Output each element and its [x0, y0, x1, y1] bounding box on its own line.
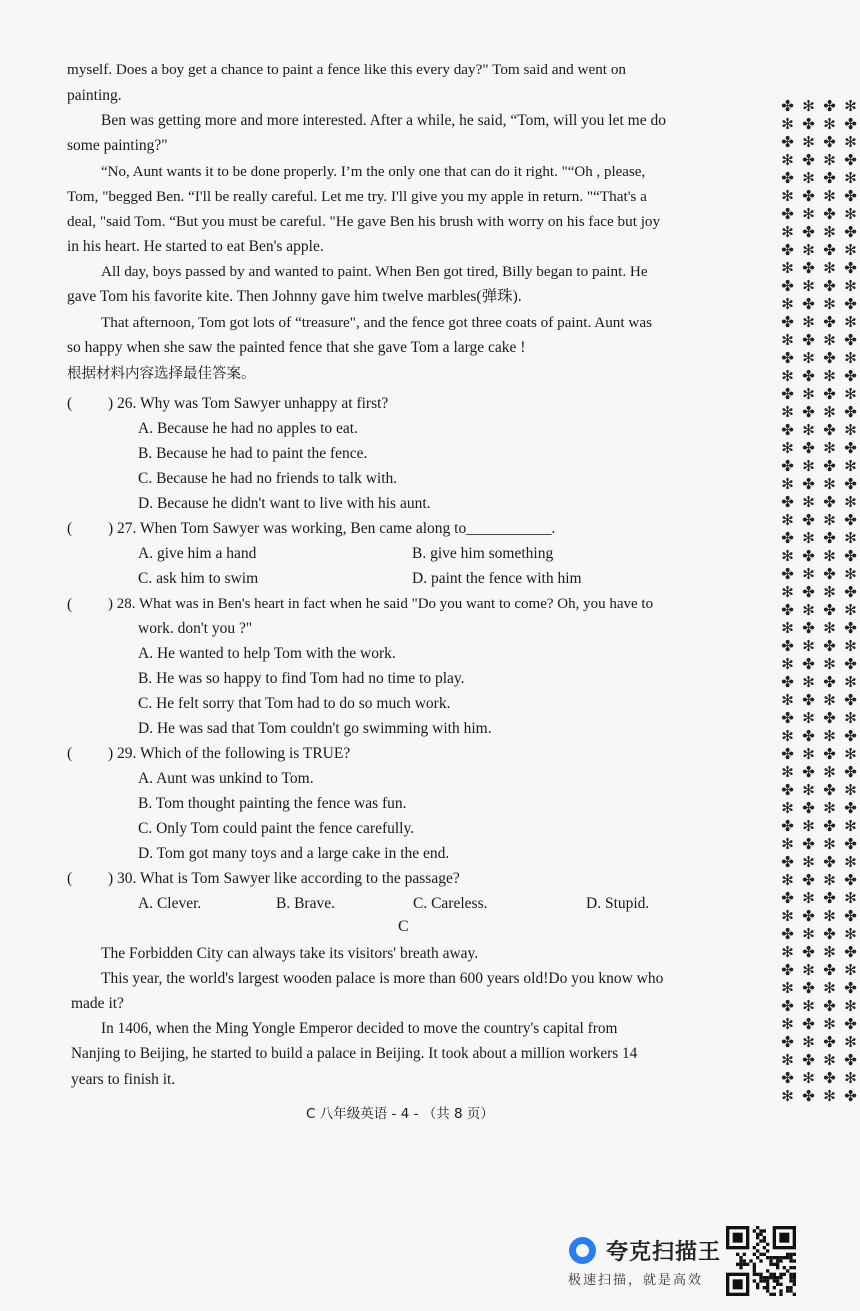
- ornament-glyph: ✻: [844, 529, 857, 547]
- brand-slogan: 极速扫描，就是高效: [568, 1273, 704, 1288]
- option: C. ask him to swim: [138, 570, 259, 587]
- ornament-glyph: ✻: [781, 511, 794, 529]
- ornament-glyph: ✤: [781, 529, 794, 547]
- ornament-glyph: ✤: [844, 907, 857, 925]
- option: C. Only Tom could paint the fence carefully.: [138, 820, 415, 837]
- answer-paren: (: [67, 395, 73, 412]
- ornament-glyph: ✻: [844, 997, 857, 1015]
- ornament-glyph: ✤: [844, 367, 857, 385]
- passage-line: in his heart. He started to eat Ben's apple.: [67, 238, 324, 255]
- ornament-glyph: ✤: [844, 295, 857, 313]
- ornament-glyph: ✤: [823, 241, 836, 259]
- ornament-glyph: ✤: [802, 403, 815, 421]
- passage-line: Tom, "begged Ben. “I'll be really careful. Let me try. I'll give you my apple in return. "“That's a: [67, 188, 647, 205]
- option: A. He wanted to help Tom with the work.: [138, 645, 396, 662]
- question-29: ) 29. Which of the following is TRUE?: [108, 745, 351, 762]
- ornament-glyph: ✻: [823, 331, 836, 349]
- ornament-glyph: ✤: [844, 439, 857, 457]
- ornament-glyph: ✻: [781, 835, 794, 853]
- ornament-glyph: ✻: [844, 1069, 857, 1087]
- ornament-glyph: ✻: [781, 907, 794, 925]
- passage-line: Nanjing to Beijing, he started to build a palace in Beijing. It took about a million workers 14: [71, 1045, 638, 1062]
- option: A. Because he had no apples to eat.: [138, 420, 358, 437]
- ornament-glyph: ✤: [844, 835, 857, 853]
- ornament-glyph: ✻: [844, 637, 857, 655]
- ornament-glyph: ✻: [844, 205, 857, 223]
- ornament-glyph: ✻: [823, 403, 836, 421]
- ornament-glyph: ✻: [802, 493, 815, 511]
- ornament-glyph: ✻: [781, 799, 794, 817]
- ornament-glyph: ✻: [844, 97, 857, 115]
- ornament-glyph: ✤: [823, 781, 836, 799]
- ornament-glyph: ✤: [844, 871, 857, 889]
- ornament-glyph: ✻: [781, 187, 794, 205]
- ornament-glyph: ✤: [823, 277, 836, 295]
- ornament-glyph: ✻: [802, 385, 815, 403]
- ornament-glyph: ✻: [802, 97, 815, 115]
- ornament-glyph: ✻: [844, 1033, 857, 1051]
- ornament-glyph: ✻: [823, 1087, 836, 1105]
- ornament-glyph: ✤: [781, 1033, 794, 1051]
- option: D. He was sad that Tom couldn't go swimming with him.: [138, 720, 492, 737]
- option: B. Tom thought painting the fence was fun.: [138, 795, 407, 812]
- ornament-glyph: ✤: [781, 241, 794, 259]
- ornament-glyph: ✻: [844, 709, 857, 727]
- ornament-glyph: ✤: [823, 1069, 836, 1087]
- ornament-glyph: ✻: [844, 673, 857, 691]
- ornament-glyph: ✤: [781, 817, 794, 835]
- ornament-glyph: ✤: [802, 619, 815, 637]
- ornament-glyph: ✻: [844, 565, 857, 583]
- ornament-glyph: ✻: [823, 547, 836, 565]
- brand-logo-icon: [569, 1237, 596, 1264]
- option: B. Because he had to paint the fence.: [138, 445, 368, 462]
- ornament-glyph: ✤: [823, 817, 836, 835]
- option: B. Brave.: [276, 895, 335, 912]
- ornament-glyph: ✤: [844, 223, 857, 241]
- ornament-glyph: ✤: [781, 853, 794, 871]
- ornament-glyph: ✤: [844, 655, 857, 673]
- ornament-glyph: ✻: [802, 241, 815, 259]
- option: A. Aunt was unkind to Tom.: [138, 770, 314, 787]
- passage-line: The Forbidden City can always take its visitors' breath away.: [101, 945, 479, 962]
- ornament-glyph: ✻: [823, 1051, 836, 1069]
- ornament-glyph: ✤: [823, 1033, 836, 1051]
- ornament-glyph: ✻: [802, 313, 815, 331]
- ornament-glyph: ✤: [802, 943, 815, 961]
- ornament-glyph: ✤: [844, 151, 857, 169]
- ornament-glyph: ✻: [802, 529, 815, 547]
- ornament-glyph: ✻: [781, 475, 794, 493]
- ornament-glyph: ✤: [823, 601, 836, 619]
- ornament-glyph: ✤: [823, 313, 836, 331]
- option: B. give him something: [412, 545, 554, 562]
- option: A. give him a hand: [138, 545, 257, 562]
- ornament-glyph: ✤: [802, 763, 815, 781]
- ornament-glyph: ✤: [781, 565, 794, 583]
- ornament-glyph: ✻: [781, 619, 794, 637]
- ornament-glyph: ✤: [844, 547, 857, 565]
- ornament-glyph: ✤: [802, 295, 815, 313]
- answer-paren: (: [67, 870, 73, 887]
- option: C. He felt sorry that Tom had to do so much work.: [138, 695, 451, 712]
- ornament-glyph: ✤: [844, 979, 857, 997]
- ornament-glyph: ✻: [781, 979, 794, 997]
- passage-line: “No, Aunt wants it to be done properly. I’m the only one that can do it right. "“Oh , please,: [101, 164, 646, 180]
- ornament-glyph: ✻: [844, 169, 857, 187]
- ornament-glyph: ✻: [802, 997, 815, 1015]
- ornament-glyph: ✻: [844, 133, 857, 151]
- ornament-glyph: ✤: [802, 979, 815, 997]
- ornament-glyph: ✻: [823, 727, 836, 745]
- option: C. Careless.: [413, 895, 488, 912]
- ornament-glyph: ✤: [844, 187, 857, 205]
- ornament-glyph: ✤: [844, 115, 857, 133]
- ornament-glyph: ✤: [823, 925, 836, 943]
- ornament-glyph: ✻: [802, 1033, 815, 1051]
- ornament-glyph: ✻: [823, 115, 836, 133]
- ornament-glyph: ✤: [844, 691, 857, 709]
- ornament-glyph: ✻: [802, 889, 815, 907]
- passage-line: painting.: [67, 87, 122, 104]
- passage-line: some painting?": [67, 137, 168, 154]
- ornament-glyph: ✤: [781, 637, 794, 655]
- ornament-glyph: ✤: [802, 1087, 815, 1105]
- ornament-glyph: ✻: [823, 799, 836, 817]
- answer-paren: (: [67, 745, 73, 762]
- passage-line: Ben was getting more and more interested. After a while, he said, “Tom, will you let me do: [101, 112, 666, 129]
- ornament-glyph: ✤: [802, 799, 815, 817]
- ornament-glyph: ✻: [781, 115, 794, 133]
- ornament-glyph: ✤: [781, 205, 794, 223]
- ornament-glyph: ✻: [823, 871, 836, 889]
- instruction: 根据材料内容选择最佳答案。: [67, 366, 256, 382]
- ornament-glyph: ✤: [802, 871, 815, 889]
- scanner-watermark: [566, 1231, 726, 1291]
- ornament-glyph: ✤: [781, 781, 794, 799]
- ornament-glyph: ✤: [844, 763, 857, 781]
- ornament-glyph: ✤: [844, 799, 857, 817]
- ornament-glyph: ✻: [823, 259, 836, 277]
- passage-line: so happy when she saw the painted fence that she gave Tom a large cake !: [67, 339, 526, 356]
- ornament-glyph: ✤: [781, 133, 794, 151]
- ornament-glyph: ✤: [802, 331, 815, 349]
- ornament-glyph: ✻: [823, 979, 836, 997]
- ornament-glyph: ✤: [802, 907, 815, 925]
- ornament-glyph: ✻: [781, 763, 794, 781]
- qr-code-icon: [726, 1226, 796, 1296]
- ornament-glyph: ✻: [823, 619, 836, 637]
- passage-line: This year, the world's largest wooden palace is more than 600 years old!Do you know who: [101, 970, 664, 987]
- ornament-glyph: ✻: [823, 475, 836, 493]
- ornament-glyph: ✻: [823, 655, 836, 673]
- ornament-glyph: ✤: [802, 691, 815, 709]
- ornament-glyph: ✤: [781, 961, 794, 979]
- question-28: ) 28. What was in Ben's heart in fact when he said "Do you want to come? Oh, you have to: [108, 596, 654, 612]
- ornament-glyph: ✻: [823, 439, 836, 457]
- ornament-glyph: ✻: [781, 655, 794, 673]
- ornament-glyph: ✤: [844, 475, 857, 493]
- ornament-glyph: ✤: [781, 493, 794, 511]
- ornament-glyph: ✤: [781, 457, 794, 475]
- ornament-glyph: ✻: [823, 367, 836, 385]
- ornament-glyph: ✻: [781, 151, 794, 169]
- ornament-glyph: ✤: [802, 259, 815, 277]
- ornament-glyph: ✤: [844, 1015, 857, 1033]
- ornament-glyph: ✤: [781, 709, 794, 727]
- ornament-glyph: ✤: [844, 583, 857, 601]
- ornament-glyph: ✻: [802, 853, 815, 871]
- ornament-glyph: ✻: [844, 349, 857, 367]
- ornament-glyph: ✻: [802, 781, 815, 799]
- ornament-glyph: ✻: [823, 511, 836, 529]
- passage-line: myself. Does a boy get a chance to paint a fence like this every day?" Tom said and went on: [67, 61, 627, 78]
- ornament-glyph: ✻: [844, 745, 857, 763]
- ornament-glyph: ✻: [781, 547, 794, 565]
- answer-paren: (: [67, 596, 73, 613]
- question-27: ) 27. When Tom Sawyer was working, Ben came along to___________.: [108, 520, 556, 537]
- ornament-glyph: ✻: [823, 943, 836, 961]
- ornament-glyph: ✤: [823, 457, 836, 475]
- ornament-glyph: ✤: [844, 1051, 857, 1069]
- option: C. Because he had no friends to talk with.: [138, 470, 398, 487]
- ornament-glyph: ✻: [802, 205, 815, 223]
- ornament-glyph: ✻: [802, 637, 815, 655]
- ornament-glyph: ✻: [844, 853, 857, 871]
- ornament-glyph: ✤: [781, 97, 794, 115]
- ornament-glyph: ✻: [844, 817, 857, 835]
- ornament-glyph: ✻: [802, 565, 815, 583]
- ornament-glyph: ✻: [802, 169, 815, 187]
- ornament-glyph: ✤: [802, 511, 815, 529]
- ornament-glyph: ✻: [802, 457, 815, 475]
- ornament-glyph: ✤: [802, 151, 815, 169]
- ornament-glyph: ✤: [802, 115, 815, 133]
- option: D. Because he didn't want to live with his aunt.: [138, 495, 431, 512]
- ornament-glyph: ✤: [823, 745, 836, 763]
- ornament-glyph: ✤: [823, 709, 836, 727]
- ornament-glyph: ✻: [781, 295, 794, 313]
- ornament-glyph: ✻: [823, 151, 836, 169]
- ornament-glyph: ✻: [802, 277, 815, 295]
- ornament-glyph: ✤: [823, 889, 836, 907]
- ornament-glyph: ✻: [802, 601, 815, 619]
- ornament-glyph: ✤: [802, 475, 815, 493]
- ornament-glyph: ✻: [823, 187, 836, 205]
- ornament-glyph: ✤: [802, 439, 815, 457]
- ornament-glyph: ✻: [844, 421, 857, 439]
- passage-line: deal, "said Tom. “But you must be careful. "He gave Ben his brush with worry on his face but joy: [67, 213, 661, 230]
- ornament-glyph: ✻: [802, 1069, 815, 1087]
- ornament-glyph: ✤: [844, 259, 857, 277]
- ornament-glyph: ✤: [802, 835, 815, 853]
- ornament-glyph: ✻: [844, 925, 857, 943]
- ornament-glyph: ✤: [781, 277, 794, 295]
- ornament-glyph: ✻: [823, 223, 836, 241]
- passage-line: gave Tom his favorite kite. Then Johnny gave him twelve marbles(弹珠).: [67, 288, 522, 305]
- ornament-glyph: ✻: [781, 1087, 794, 1105]
- ornament-glyph: ✻: [844, 889, 857, 907]
- ornament-glyph: ✻: [781, 943, 794, 961]
- ornament-glyph: ✻: [781, 1015, 794, 1033]
- ornament-glyph: ✤: [823, 421, 836, 439]
- ornament-glyph: ✤: [823, 349, 836, 367]
- ornament-glyph: ✤: [802, 583, 815, 601]
- ornament-glyph: ✤: [781, 349, 794, 367]
- ornament-glyph: ✻: [781, 439, 794, 457]
- ornament-glyph: ✻: [781, 871, 794, 889]
- ornament-glyph: ✤: [781, 385, 794, 403]
- ornament-glyph: ✤: [781, 889, 794, 907]
- ornament-glyph: ✻: [844, 385, 857, 403]
- ornament-glyph: ✤: [844, 619, 857, 637]
- ornament-glyph: ✻: [844, 493, 857, 511]
- ornament-glyph: ✻: [781, 583, 794, 601]
- ornament-glyph: ✻: [823, 583, 836, 601]
- ornament-glyph: ✤: [781, 925, 794, 943]
- ornament-glyph: ✻: [781, 691, 794, 709]
- ornament-glyph: ✤: [823, 493, 836, 511]
- ornament-glyph: ✤: [844, 511, 857, 529]
- ornament-glyph: ✻: [802, 925, 815, 943]
- ornament-glyph: ✤: [802, 727, 815, 745]
- ornament-glyph: ✤: [781, 745, 794, 763]
- ornament-glyph: ✻: [781, 403, 794, 421]
- question-26: ) 26. Why was Tom Sawyer unhappy at first?: [108, 395, 389, 412]
- option: A. Clever.: [138, 895, 202, 912]
- ornament-glyph: ✻: [781, 727, 794, 745]
- ornament-glyph: ✤: [781, 673, 794, 691]
- ornament-glyph: ✤: [844, 403, 857, 421]
- ornament-glyph: ✤: [781, 313, 794, 331]
- passage-line: years to finish it.: [71, 1071, 176, 1088]
- ornament-glyph: ✻: [844, 601, 857, 619]
- ornament-glyph: ✻: [823, 907, 836, 925]
- ornament-glyph: ✤: [844, 331, 857, 349]
- ornament-glyph: ✤: [823, 133, 836, 151]
- ornament-glyph: ✻: [823, 835, 836, 853]
- ornament-glyph: ✤: [823, 529, 836, 547]
- ornament-glyph: ✻: [781, 1051, 794, 1069]
- ornament-glyph: ✻: [844, 961, 857, 979]
- ornament-glyph: ✻: [844, 457, 857, 475]
- ornament-glyph: ✤: [802, 223, 815, 241]
- ornament-glyph: ✤: [802, 547, 815, 565]
- ornament-glyph: ✻: [823, 1015, 836, 1033]
- ornament-glyph: ✻: [823, 295, 836, 313]
- brand-name: 夸克扫描王: [606, 1240, 722, 1265]
- ornament-glyph: ✤: [823, 673, 836, 691]
- ornament-glyph: ✤: [781, 421, 794, 439]
- option: D. Stupid.: [586, 895, 650, 912]
- passage-line: All day, boys passed by and wanted to paint. When Ben got tired, Billy began to paint. He: [101, 263, 648, 280]
- option: B. He was so happy to find Tom had no time to play.: [138, 670, 465, 687]
- ornament-glyph: ✤: [823, 637, 836, 655]
- ornament-glyph: ✤: [802, 655, 815, 673]
- ornament-glyph: ✻: [844, 277, 857, 295]
- ornament-glyph: ✻: [844, 313, 857, 331]
- question-28-cont: work. don't you ?": [138, 620, 253, 637]
- ornament-glyph: ✤: [823, 961, 836, 979]
- ornament-glyph: ✻: [781, 367, 794, 385]
- ornament-glyph: ✤: [802, 367, 815, 385]
- ornament-glyph: ✻: [802, 349, 815, 367]
- ornament-glyph: ✻: [823, 691, 836, 709]
- question-30: ) 30. What is Tom Sawyer like according to the passage?: [108, 870, 460, 887]
- ornament-glyph: ✤: [781, 601, 794, 619]
- ornament-glyph: ✻: [802, 421, 815, 439]
- ornament-glyph: ✤: [844, 943, 857, 961]
- answer-paren: (: [67, 520, 73, 537]
- option: D. Tom got many toys and a large cake in the end.: [138, 845, 450, 862]
- ornament-glyph: ✻: [844, 781, 857, 799]
- ornament-glyph: ✻: [823, 763, 836, 781]
- ornament-glyph: ✤: [844, 1087, 857, 1105]
- ornament-glyph: ✻: [781, 259, 794, 277]
- ornament-glyph: ✤: [802, 1051, 815, 1069]
- section-heading: C: [398, 918, 409, 935]
- ornament-glyph: ✻: [802, 709, 815, 727]
- ornament-glyph: ✤: [823, 385, 836, 403]
- passage-line: made it?: [71, 995, 124, 1012]
- ornament-glyph: ✻: [844, 241, 857, 259]
- decorative-border: [777, 97, 860, 1107]
- ornament-glyph: ✤: [823, 853, 836, 871]
- ornament-glyph: ✻: [802, 673, 815, 691]
- page-footer: C 八年级英语 - 4 - （共 8 页）: [306, 1106, 494, 1122]
- ornament-glyph: ✤: [823, 205, 836, 223]
- passage-line: That afternoon, Tom got lots of “treasure", and the fence got three coats of paint. Aunt was: [101, 314, 653, 331]
- ornament-glyph: ✻: [802, 745, 815, 763]
- ornament-glyph: ✤: [823, 997, 836, 1015]
- ornament-glyph: ✤: [781, 1069, 794, 1087]
- ornament-glyph: ✤: [802, 187, 815, 205]
- ornament-glyph: ✤: [823, 565, 836, 583]
- ornament-glyph: ✤: [802, 1015, 815, 1033]
- option: D. paint the fence with him: [412, 570, 582, 587]
- ornament-glyph: ✤: [844, 727, 857, 745]
- ornament-glyph: ✤: [823, 169, 836, 187]
- ornament-glyph: ✻: [781, 331, 794, 349]
- ornament-glyph: ✻: [802, 133, 815, 151]
- passage-line: In 1406, when the Ming Yongle Emperor decided to move the country's capital from: [101, 1020, 618, 1037]
- ornament-glyph: ✻: [802, 817, 815, 835]
- ornament-glyph: ✻: [802, 961, 815, 979]
- ornament-glyph: ✤: [781, 169, 794, 187]
- ornament-glyph: ✤: [781, 997, 794, 1015]
- ornament-glyph: ✤: [823, 97, 836, 115]
- ornament-glyph: ✻: [781, 223, 794, 241]
